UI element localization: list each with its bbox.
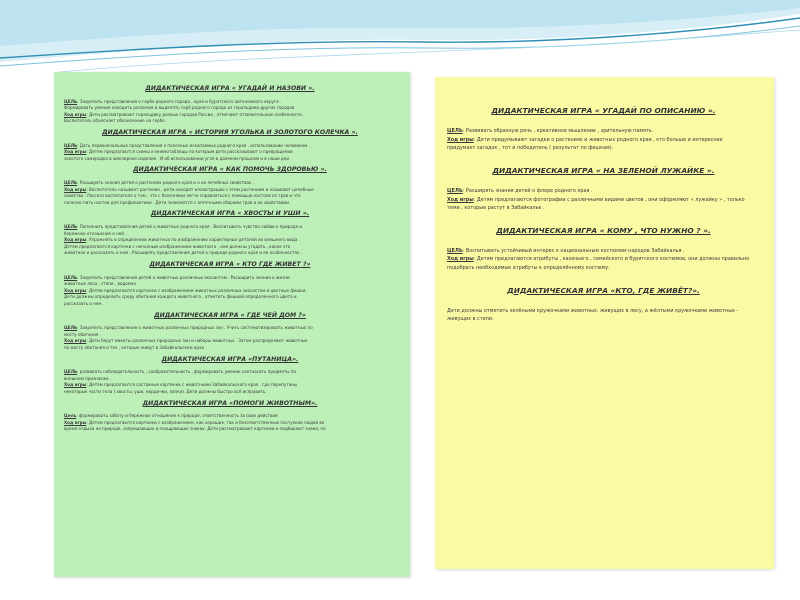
game-title: ДИДАКТИЧЕСКАЯ ИГРА « КТО ГДЕ ЖИВЕТ ?» <box>149 261 311 268</box>
left-document-page <box>54 72 410 577</box>
line-text: : Развивать образную речь , креативное мышление , зрительную память. <box>462 128 654 135</box>
line-text: свойства . Рассказ воспитателя о том , что с болезнями легче справляться с помощью настоев из трав и что <box>64 193 301 199</box>
line-label: ЦЕЛЬ <box>64 224 78 230</box>
game-text-line <box>447 307 760 316</box>
line-text: по месту обитания и тех , которые живут в Забайкальском крае . <box>64 345 207 350</box>
game-description <box>447 307 760 324</box>
game-text-line <box>64 345 396 352</box>
game-text-line <box>447 315 760 324</box>
line-text: : Детям предлагаются составные картинки с животными Забайкальского края , где перепутаны <box>86 382 298 388</box>
didactic-game-section <box>447 287 760 324</box>
game-description <box>64 413 396 433</box>
didactic-game-section <box>64 167 396 206</box>
line-label: Ход игры <box>447 256 474 263</box>
line-text: : Воспитатель называет растение , дети находят иллюстрацию с этим растением и называют целебные <box>86 186 314 192</box>
didactic-game-section <box>64 313 396 352</box>
line-label: Ход игры <box>64 186 87 192</box>
game-description <box>64 180 396 206</box>
line-label: ЦЕЛЬ <box>64 274 78 280</box>
line-label: Цель <box>64 413 77 419</box>
didactic-game-section <box>64 357 396 396</box>
line-label: ЦЕЛЬ <box>64 180 78 186</box>
line-text: : Дети рассматривают геральдику разных городов России , отмечают отличительные особенности . <box>86 111 305 117</box>
line-text: некоторые части тела ( хвосты, уши, мордочки, лапки). Дети должны быстро всё исправить. <box>64 389 267 394</box>
line-text: животное и рассказать о нем . Расширять представления детей о природе родного края и ее особенностях . <box>64 250 302 256</box>
line-label: Ход игры <box>64 287 87 293</box>
line-label: ЦЕЛЬ <box>447 188 463 195</box>
game-text-line <box>64 118 396 125</box>
line-text: внешним признакам . <box>64 375 112 381</box>
game-description <box>447 127 760 153</box>
line-text: : формировать заботу и бережное отношение к природе, ответственность за свои действия. <box>76 413 279 419</box>
game-title: ДИДАКТИЧЕСКАЯ ИГРА « ГДЕ ЧЕЙ ДОМ ?» <box>154 311 306 319</box>
game-text-line <box>447 204 760 213</box>
didactic-game-section <box>64 86 396 125</box>
didactic-game-section <box>64 262 396 308</box>
game-description <box>447 187 760 213</box>
didactic-game-section <box>64 130 396 162</box>
game-text-line <box>64 389 396 396</box>
game-text-line <box>447 144 760 153</box>
game-description <box>64 143 396 163</box>
game-title: ДИДАКТИЧЕСКАЯ ИГРА « УГАДАЙ ПО ОПИСАНИЮ ». <box>491 106 716 115</box>
game-title: ДИДАКТИЧЕСКАЯ ИГРА « УГАДАЙ И НАЗОВИ ». <box>145 85 315 92</box>
line-text: Воспитатель объясняет обозначение на гербе . <box>64 118 168 124</box>
game-text-line <box>447 196 760 205</box>
game-text-line <box>447 255 760 264</box>
game-description <box>64 369 396 395</box>
didactic-game-section <box>64 211 396 257</box>
game-text-line <box>64 200 396 207</box>
line-text: : Закрепить представления о гербе родного города , края и бурятского автономного округа . <box>77 98 282 104</box>
game-title: ДИДАКТИЧЕСКАЯ ИГРА «КТО, ГДЕ ЖИВЁТ?». <box>507 285 700 295</box>
game-description <box>64 325 396 351</box>
game-description <box>64 275 396 308</box>
line-label: Ход игры <box>64 338 87 344</box>
line-text: : Расширять знания детей о растениях родного края и о их лечебных свойствах . <box>77 180 255 186</box>
game-text-line <box>64 250 396 257</box>
line-text: Формировать умение находить различия и выделять герб родного города из геральдики других городов . <box>64 105 297 111</box>
game-title: ДИДАКТИЧЕСКАЯ ИГРА « ИСТОРИЯ УГОЛЬКА И ЗОЛОТОГО КОЛЕЧКА ». <box>102 129 358 136</box>
game-description <box>447 247 760 273</box>
line-label: Ход игры <box>447 136 474 143</box>
line-label: ЦЕЛЬ <box>447 128 463 135</box>
line-label: Ход игры <box>64 237 87 243</box>
line-text: месту обитания . <box>64 331 101 337</box>
line-text: : Дети берут макеты различных природных зон и наборы животных . Затем распределяют животных <box>86 338 308 344</box>
line-text: Дети должны определить среду обитания каждого животного , отметить фишкой определенного цвета и <box>64 294 297 300</box>
line-label: ЦЕЛЬ <box>64 142 78 148</box>
line-text: животных леса , степи , водоема . <box>64 281 139 287</box>
game-text-line <box>447 127 760 136</box>
line-text: теми , которые растут в Забайкалье . <box>447 205 545 212</box>
game-text-line <box>447 247 760 256</box>
line-text: : Детям предлагаются картинки с изображением, как хороших, так и безответственных поступков людей во <box>86 419 325 425</box>
line-text: : развивать наблюдательность , сообразительность , формировать умение соотносить предметы по <box>77 369 296 375</box>
game-title: ДИДАКТИЧЕСКАЯ ИГРА « НА ЗЕЛЕНОЙ ЛУЖАЙКЕ ». <box>492 165 715 175</box>
line-text: : Закрепить представления детей о животных различных экосистем . Расширить знания о жизни <box>77 274 290 280</box>
line-label: ЦЕЛЬ <box>64 325 78 331</box>
game-title: ДИДАКТИЧЕСКАЯ ИГРА «ПОМОГИ ЖИВОТНЫМ». <box>142 399 318 407</box>
line-text: бережное отношение к ней . <box>64 230 127 236</box>
line-text: полезно пить настои для профилактики . Дети знакомятся с аптечными сборами трав и их свойствами . <box>64 199 292 205</box>
line-label: Ход игры <box>64 149 87 155</box>
line-text: рассказать о нем . <box>64 301 105 306</box>
didactic-game-section <box>447 167 760 213</box>
line-label: ЦЕЛЬ <box>64 369 78 375</box>
line-label: ЦЕЛЬ <box>64 98 78 104</box>
line-text: : Детям предлагаются схемы и мнемотаблицы по которым дети рассказывают о превращении <box>86 149 293 155</box>
line-text: : Дети придумывают загадки о растениях и животных родного края , кто больше и интереснее <box>473 136 723 143</box>
header-wave-decoration <box>0 0 800 80</box>
game-text-line <box>447 136 760 145</box>
line-label: Ход игры <box>64 419 87 425</box>
line-text: : Расширять знания детей о флоре родного края . <box>462 188 593 195</box>
line-text: придумает загадок , тот и победитель ( результат по фишкам). <box>447 145 614 152</box>
game-title: ДИДАКТИЧЕСКАЯ ИГРА « ХВОСТЫ И УШИ ». <box>150 210 310 218</box>
didactic-game-section <box>447 107 760 153</box>
line-text: время отдыха на природе, запрещающих и поощряющих знаках. Дети рассматривают картинки и подбирают знаки, по <box>64 426 326 432</box>
line-text: : Воспитывать устойчивый интерес к национальным костюмам народов Забайкалья . <box>462 247 685 254</box>
game-text-line <box>64 156 396 163</box>
line-label: Ход игры <box>64 382 87 388</box>
game-description <box>64 224 396 257</box>
didactic-game-section <box>64 401 396 433</box>
didactic-game-section <box>447 227 760 273</box>
line-text: : Пополнить представления детей о животных родного края . Воспитывать чувства любви к природе и <box>77 224 303 230</box>
game-text-line <box>447 187 760 196</box>
line-text: живущих в степи. <box>447 316 494 323</box>
line-text: : Детям предлагаются фотографии с различными видами цветов , они оформляют « лужайку » , только <box>473 196 745 203</box>
line-text: : Детям предлагаются картинки с изображением животных различных экосистем и цветные фишки. <box>86 287 307 293</box>
line-text: Дети должны отметить зелёными кружочками животных, живущих в лесу, а жёлтыми кружочками животных - <box>447 307 739 314</box>
game-text-line <box>64 426 396 433</box>
line-label: Ход игры <box>447 196 474 203</box>
line-text: : Упражнять в определении животных по изображению характерных деталей их внешнего вида . <box>86 237 300 243</box>
line-text: подобрать необходимые атрибуты к определённому костюму. <box>447 265 610 272</box>
right-document-page <box>435 77 774 569</box>
game-title: ДИДАКТИЧЕСКАЯ ИГРА «ПУТАНИЦА». <box>161 355 299 363</box>
game-text-line <box>64 301 396 308</box>
game-description <box>64 99 396 125</box>
line-label: Ход игры <box>64 111 87 117</box>
line-text: Детям предлагаются карточки с неполным изображением животного , они должны угадать , какое это <box>64 243 291 249</box>
line-text: : Детям предлагаются атрибуты , казачьего , семейского и бурятского костюмов, они должны правильно <box>473 256 750 263</box>
game-text-line <box>447 264 760 273</box>
game-title: ДИДАКТИЧЕСКАЯ ИГРА « КАК ПОМОЧЬ ЗДОРОВЬЮ ». <box>133 166 327 174</box>
line-label: ЦЕЛЬ <box>447 247 463 254</box>
line-text: золотого самородка в ювелирное изделие . И об использовании угля в далеком прошлом и в наши дни . <box>64 155 292 161</box>
line-text: : Закрепить представление о животных различных природных зон . Учить систематизировать животных по <box>77 325 313 331</box>
line-text: : Дать первоначальные представления о полезных ископаемых родного края , использовании человеком . <box>77 142 310 148</box>
game-title: ДИДАКТИЧЕСКАЯ ИГРА « КОМУ , ЧТО НУЖНО ? ». <box>496 225 711 235</box>
